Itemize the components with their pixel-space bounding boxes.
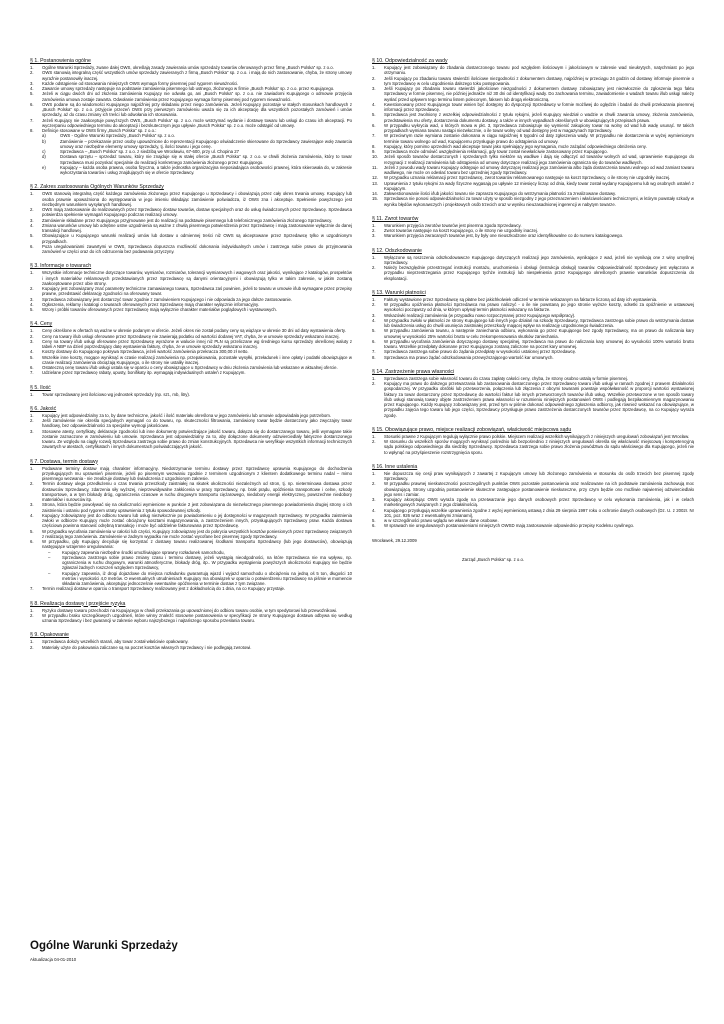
section <box>30 459 352 592</box>
clause-text: Sprzedawca dołoży wszelkich starań, aby towar został właściwie opakowany. <box>42 639 189 645</box>
clause-number: 2. <box>30 70 34 76</box>
clause-number: – <box>48 549 51 555</box>
clause-text: Sprzedawca może odmówić uwzględnienia reklamacji, gdy towar został niewłaściwie zastosowany przez Kupującego. <box>384 149 608 154</box>
section <box>372 216 694 239</box>
clause-text: Ceny określone w ofertach są ważne w okresie podanym w ofercie. Jeżeli okres nie został podany ceny są wiążące w okresie 30 dni od daty wystawienia oferty. <box>42 328 346 334</box>
clause-item <box>30 154 352 165</box>
clause-text: Zamówienie składane przez Kupującego przyjmowane jest do realizacji na podstawie pisemnego lub telefonicznego zamówienia złożonego Sprzedawcy. <box>42 217 333 223</box>
clause-number: 8. <box>30 128 34 133</box>
clause-item <box>30 613 352 624</box>
clause-text: Sprzedawca – „Busch Polska” sp. z o.o. z siedzibą we Wrocławiu, 67-600, przy ul. Chopina 27 <box>60 149 240 154</box>
clause-number: 2. <box>30 207 34 212</box>
section <box>372 464 694 529</box>
clause-item <box>30 286 352 297</box>
clause-item <box>30 466 352 482</box>
clause-text: Termin realizacji dostaw w oparciu o transport Sprzedawcy realizowany jest z dokładnością do 1 dnia, na co Kupujący przystaje. <box>42 586 286 592</box>
clause-item <box>30 118 352 129</box>
clause-item <box>372 523 694 528</box>
clause-text: Kupujący jest zobowiązany znać parametry techniczne zamawianego towaru, Sprzedawca zaś powinien, jeżeli to towaru w umowie i/lub wymagane przez przepisy prawne, przedstawić deklarację zgodności na oferowany towar. <box>42 286 352 297</box>
clause-item <box>30 102 352 118</box>
clause-text: Sprzedawca zobowiązany jest dostarczyć towar zgodnie z zamówieniem Kupującego i nie odpowiada za jego dalsze zastosowanie. <box>42 296 293 302</box>
clause-number: 2. <box>372 228 376 233</box>
clause-text: Termin dostawy ulega przedłużeniu o czas trwania przeszkody zaistniałej na skutek okoliczności niezależnych od stron, tj. np. nieterminowa dostawa przez dostawców Sprzedawcy, zdarzenia siły wyższej, nieprzewidywalne zakłócenia w pracy Sprzedawcy, np. brak prądu, opóźnienia transportowe i celne, szkody transportowe, a w tym blokady dróg, ograniczenia czasowe w ruchu drogowym transportu ciężarowego, niedobory energii elektrycznej, powszechne niedobory materiałów i surowców itp. <box>42 481 352 502</box>
clause-text: Ostateczną cenę towaru i/lub usługi ustala się w oparciu o ceny obowiązujące u Sprzedawcy w dniu złożenia zamówienia lub wskazane w aktualnej ofercie. <box>42 365 338 370</box>
clause-number: 5. <box>30 91 34 97</box>
clause-text: Ogłoszenia, reklamy i katalogi o towarach oferowanych przez Sprzedawcę mają charakter wyłącznie informacyjny. <box>42 301 260 307</box>
clause-item <box>30 339 352 350</box>
clause-text: Ryzyko dostawy towaru przechodzi na Kupującego w chwili przekazania go upoważnionej do odbioru towaru osobie, w tym spedytorowi lub przewoźnikowi. <box>42 607 338 613</box>
left-column <box>30 58 352 659</box>
clause-number: 7. <box>30 117 34 123</box>
clause-text: Nie dopuszcza się cesji praw wynikających z zawartej z Kupującym umowy lub złożonego zamówienia w stosunku do osób trzecich bez pisemnej zgody Sprzedawcy. <box>384 470 694 481</box>
clause-text: Jeżeli z powodu wady towaru Kupujący odstępuje od umowy dotyczącej realizacji jego zamówienia albo żąda dostarczenia towaru wolnego od wad zamiast towaru wadliwego, nie może on odesłać towaru bez uprzedniej zgody Sprzedawcy. <box>384 164 694 175</box>
clause-number: 4. <box>372 101 376 107</box>
section-title: § 2. Zakres zastosowania Ogólnych Warunków Sprzedaży <box>30 184 164 191</box>
clause-text: Koszty dostawy do Kupującego pokrywa Sprzedawca, jeżeli wartość zamówienia przekracza 300,00 zł netto. <box>42 349 249 355</box>
document-title: Ogólne Warunki Sprzedaży <box>30 940 178 952</box>
clause-text: Jeśli Kupujący po zbadaniu towaru stwierdzi jakościowe niezgodności z dokumentem dostawy zobowiązany jest niezwłocznie do zgłoszenia tego faktu Sprzedawcy w formie pisemnej, nie później jednakże niż 30 dni od identyfikacji wady. Do zachowania terminu, zawiadomienie o wadach towaru i/lub usługi należy wysłać przed upływem tego terminu listem poleconym, faksem lub drogą elektroniczną. <box>384 86 694 102</box>
clause-number: 4. <box>30 222 34 228</box>
clause-number: e) <box>42 164 46 170</box>
clause-number: 7. <box>372 133 376 139</box>
clause-number: 1. <box>372 470 376 476</box>
clause-number: 2. <box>372 439 376 444</box>
clause-text: W przypadku wycofania zamówienia w całości lub części, Kupujący zobowiązany jest do pokrycia wszystkich kosztów poniesionych przez Sprzedawcę związanych z realizacją tego zamówienia. Zamówienie w żadnym wypadku nie może zostać wycofane bez pisemnej zgody Sprzedawcy. <box>42 528 352 539</box>
section-title: § 5. Ilość <box>30 384 51 391</box>
clause-item <box>30 270 352 286</box>
clause-number: 3. <box>30 428 34 434</box>
clause-number: 11. <box>372 164 378 170</box>
section <box>30 263 352 312</box>
clause-number: 1. <box>30 391 34 397</box>
clause-number: 5. <box>372 518 376 523</box>
section <box>372 290 694 360</box>
clause-item <box>30 392 352 397</box>
document-update-date: Aktualizacja 04-01-2010 <box>30 957 77 962</box>
clause-item <box>30 307 352 312</box>
clause-item <box>372 508 694 519</box>
clause-item <box>30 244 352 255</box>
clause-number: 3. <box>30 338 34 344</box>
section <box>30 406 352 450</box>
clause-text: W przypadku wycofania zamówienia dotyczącego dostawy specjalnej, Sprzedawca ma prawo do naliczania kary umownej do wysokości 100% wartości brutto towaru. Wszelkie przedpłaty dokonane przez Kupującego zostaną zaliczone na poczet kary umownej. <box>384 338 694 349</box>
section <box>30 184 352 254</box>
section-title: § 9. Opakowanie <box>30 632 69 639</box>
clause-item <box>30 513 352 529</box>
clause-number: 1. <box>30 412 34 418</box>
clause-text: Strona, która będzie powoływać się na okoliczności wymienione w punkcie 2 jest zobowiązana do niezwłocznego pisemnego powiadomienia drugiej strony o ich zaistnieniu i ustaniu pod rygorem utraty uprawnienia z tytułu spowodowanej szkody. <box>42 502 352 513</box>
clause-number: 7. <box>30 370 34 376</box>
clause-item <box>372 265 694 281</box>
clause-item <box>30 70 352 81</box>
clause-number: 2. <box>30 481 34 487</box>
clause-text: Należy bezwzględnie przestrzegać instrukcji montażu, uruchomienia i obsługi (instrukcja obsługi) towarów. Odpowiedzialność Sprzedawcy jest wyłączona w przypadku nieprzestrzegania przez Kupującego tychże instrukcji lub niespełnienia przez Kupującego określonych prawnie warunków dopuszczenia do eksploatacji. <box>384 265 694 281</box>
clause-text: W przeciwnym razie wymiana zostanie dokonana w ciągu najpóźniej 6 tygodni od daty zgłoszenia wady. W przypadku nie dostarczenia w wyżej wymienionym terminie towaru wolnego od wad, Kupującemu przysługuje prawo do odstąpienia od umowy. <box>384 133 694 144</box>
clause-number: 3. <box>30 80 34 86</box>
clause-number: 5. <box>30 528 34 534</box>
clause-text: Obowiązujące u Kupującego warunki realizacji umów lub dostaw o odmiennej treści niż OWS są akceptowane przez Sprzedawcę tylko w uzgodnionym przypadkach. <box>42 233 352 244</box>
clause-item <box>372 481 694 497</box>
clause-number: 1. <box>30 639 34 645</box>
clause-number: c) <box>42 149 46 154</box>
clause-text: W przypadku uznania reklamacji przez Sprzedawcę, zwrot towarów reklamowanego następuje na koszt Sprzedawcy, o ile strony nie uzgodniły inaczej. <box>384 175 671 181</box>
clause-item <box>372 165 694 176</box>
clause-number: 1. <box>372 433 376 439</box>
clause-number: b) <box>42 138 46 144</box>
clause-number: 4. <box>372 507 376 513</box>
clause-text: Poza uregulowaniami zawartymi w OWS, Sprzedawca dopuszcza możliwość dokonania indywidualnych umów i zastrzega sobie prawo do przyjmowania zamówień w części oraz do ich odrzucenia bez podawania przyczyny. <box>42 243 352 254</box>
clause-text: Kupujący ma prawo do dalszego przetwarzania lub zastosowania dostarczonego przez Sprzedawcę towaru i/lub usługi w ramach zgodnej z prawem działalności gospodarczej. W przypadku obróbki lub przetworzenia, połączenia lub złączenia z obcymi towarami powstaje współwłasność w proporcji wartości wystawionej faktury za towar dostarczony przez Sprzedawcę do wartości faktur lub innych przetworzonych towarów i/lub usług. Wszelkie przetworzone w ten sposób towary i/lub usługi stanowią towary objęte zastrzeżeniem prawa własności w rozumieniu niniejszych postanowień OWS i podlegają bezpiłaomiennym magazynowaniu przez Kupującego. Każdy Kupujący zobowiązany jest, przed tym w piśmie dokonać odpowiedniego zgłoszenia odbiorcy, jak również wskazać na obowiązujące, w przypadku zajęcia tego towaru lub jego części, Sprzedawcy przysługuje prawo zastrzeżenia dostarczonych towarów przez Sprzedawcę, na co Kupujący wyraża zgodę. <box>384 381 694 418</box>
clause-item <box>372 112 694 123</box>
clause-number: 3. <box>30 217 34 223</box>
clause-item <box>372 233 694 238</box>
clause-text: Wyłączone są roszczenia odszkodowawcze Kupującego dotyczących realizacji jego zamówienia, wynikające z wad, jeżeli nie wynikają one z winy umyślnej Sprzedawcy. <box>384 254 694 265</box>
clause-text: W stosunku do wszelkich sporów mogących wyniknąć pośrednio lub bezpośrednio z niniejszych uregulowań określa się właściwość miejscową i kompetencyjną sądu polskiego odpowiedniego dla siedziby Sprzedawcy. Sprzedawca zastrzega sobie prawo złożenia powództwa do sądu właściwego dla Kupującego, jeżeli nie to wpłynąć na przyśpieszenie rozstrzygnięcia sporu. <box>384 439 694 455</box>
clause-number: 1. <box>30 607 34 613</box>
section-title: § 12. Odszkodowanie <box>372 247 422 254</box>
clause-item <box>372 339 694 350</box>
section <box>372 427 694 455</box>
clause-item <box>372 154 694 165</box>
clause-text: Jeśli zamówienie nie określa specjalnych wymagań co do towaru, np. skuteczności filtrowania, zamówiony towar będzie dostarczony jako zwyczajny towar handlowy, bez odpowiedzialności za specjalne wymogi jakościowe. <box>42 418 352 429</box>
clause-text: OWS - Ogólne Warunki Sprzedaży „Busch Polska” sp. z o.o. <box>60 133 175 139</box>
clause-number: 3. <box>372 86 376 91</box>
clause-item <box>372 328 694 339</box>
clause-number: 7. <box>372 349 376 355</box>
clause-number: 9. <box>372 149 376 154</box>
clause-item <box>30 502 352 513</box>
clause-number: 7. <box>30 586 34 592</box>
clause-item <box>372 381 694 418</box>
clause-text: Zawarcie umowy sprzedaży następuje na podstawie zamówienia pisemnego lub ustnego, złożonego w firmie „Busch Polska” sp. z o.o. przez Kupującego. <box>42 86 335 91</box>
clause-number: 2. <box>372 75 376 81</box>
clause-item <box>372 355 694 360</box>
clause-number: 1. <box>372 296 376 302</box>
clause-text: Materiały użyte do pakowania zaliczane są na poczet kosztów własnych Sprzedawcy i nie podlegają zwrotowi. <box>42 644 252 650</box>
clause-item <box>372 471 694 482</box>
clause-item <box>30 233 352 244</box>
section <box>30 385 352 397</box>
clause-item <box>372 318 694 329</box>
clause-number: 2. <box>372 302 376 307</box>
clause-number: 4. <box>30 86 34 91</box>
clause-item <box>30 429 352 450</box>
signature-block <box>372 538 694 563</box>
clause-text: Kupujący jest odpowiedzialny za to, by dane techniczne, jakość i ilość materiału określona w jego zamówieniu lub umowie odpowiadała jego potrzebom. <box>42 412 332 418</box>
clause-number: 5. <box>30 354 34 360</box>
clause-item <box>30 191 352 207</box>
clause-number: 2. <box>30 418 34 423</box>
clause-number: 1. <box>30 65 34 70</box>
clause-text: Sprzedawca ma prawo żądać odszkodowania przewyższającego wartość kar umownych. <box>384 354 554 360</box>
clause-text: Zamówienie – przekazanie przez osoby upoważnione do reprezentacji Kupującego oświadczenie skierowane do Sprzedawcy zawierające wolę zawarcia umowy oraz niezbędne elementy umowy sprzedaży, tj. ilości towaru i jego cenę. <box>60 138 352 149</box>
clause-number: d) <box>42 154 46 160</box>
clause-item <box>372 497 694 508</box>
clause-number: 6. <box>30 101 34 107</box>
section <box>30 321 352 375</box>
section-title: § 15. Obowiązujące prawo, miejsce realizacji zobowiązań, właściwość miejscowa sądu <box>372 426 572 433</box>
clause-item <box>30 481 352 502</box>
clause-number: 6. <box>372 523 376 529</box>
section-title: § 7. Dostawa, termin dostawy <box>30 458 99 465</box>
clause-text: Kupującego przysługują wszelkie uprawnienia zgodne z wyżej wymienioną ustawą z dnia 29 sierpnia 1997 roku o ochronie danych osobowych (Dz. U. z 2002r. Nr 101, poz. 926 wraz z ewentualnymi zmianami), <box>384 507 694 518</box>
clause-number: 5. <box>372 328 376 334</box>
section-title: § 14. Zastrzeżenie prawa własności <box>372 368 455 375</box>
clause-text: Jeżeli Kupujący nie zaakceptuje powyższych OWS, „Busch Polska” sp. z o.o. może wstrzymać wydanie i dostawę towaru lub usługi do czasu ich akceptacji. Po wyczerpaniu odpowiedniego terminu do akceptacji i bezskutecznym jego upływie „Busch Polska” sp. z o.o. może odstąpić od umowy. <box>42 117 352 128</box>
clause-number: 1. <box>372 222 376 228</box>
clause-text: Sprzedawca zastrzega sobie prawo do żądania przedpłaty w wysokości ustalonej przez Sprzedawcę. <box>384 349 577 355</box>
clause-number: 3. <box>30 502 34 508</box>
clause-item <box>372 196 694 207</box>
clause-item <box>30 645 352 650</box>
clause-number: 2. <box>372 481 376 487</box>
clause-item <box>372 255 694 266</box>
clause-item <box>372 102 694 113</box>
clause-number: 6. <box>30 539 34 544</box>
section-title: § 11. Zwrot towarów <box>372 215 419 222</box>
section-title: § 4. Ceny <box>30 321 53 328</box>
clause-item <box>372 65 694 76</box>
clause-text: Kupujący zapewnia niezbędne środki umożliwiające sprawny rozładunek samochodu, <box>62 549 225 555</box>
clause-text: Warunkiem przyjęcia zwrotów towarów jest pisemna zgoda Sprzedawcy. <box>384 222 522 228</box>
section-title: § 10. Odpowiedzialność za wady <box>372 58 448 64</box>
clause-number: 8. <box>372 143 376 149</box>
clause-number: a) <box>42 133 46 139</box>
clause-text: Kupujący zobowiązany jest do odbioru towaru lub usług niezwłocznie po powiadomieniu o jej dostępności w magazynach Sprzedawcy. W przypadku zaistnienia zwłoki w odbiorze Kupujący może zostać obciążony kosztami magazynowania, a zastrzeżeniem innych, przysługujących Sprzedawcy praw. Każda dostawa częściowa powinna stanowić odrębną transakcję i może być oddzielnie fakturowana przez Sprzedawcę. <box>42 512 352 529</box>
section <box>372 248 694 281</box>
clause-text: Udzielane przez Sprzedawcę rabaty, upusty, bonifikaty itp. wymagają indywidualnych ustaleń z Kupującym. <box>42 370 246 376</box>
clause-number: 1. <box>30 270 34 276</box>
signature-board: Zarząd „Busch Polska” sp. z o.o. <box>462 556 525 562</box>
clause-text: Warunkiem przyjęcia zwracanych towarów jest, by były one nieuszkodzone oraz identyfikowalne co do numeru katalogowego. <box>384 233 624 239</box>
section <box>372 369 694 418</box>
clause-number: 10. <box>372 154 378 160</box>
clause-text: W przypadku braku szczegółowych uzgodnień, które winny znaleźć stosowne postanowienia w specyfikacji ze strony Kupującego dostawa odbywa się według uznania Sprzedawcy i bez gwarancji w zakresie wyboru najszybszego i najtańszego sposobu przesłania towaru. <box>42 612 352 623</box>
clause-number: 1. <box>372 375 376 381</box>
clause-text: Sprzedawca zastrzega sobie własność towaru do czasu zapłaty całości ceny, chyba, że strony osobno ustalą w formie pisemnej. <box>384 375 629 381</box>
clause-text: Kupujący, który pomimo uprzednich wad akceptuje towar jako spełniający jego wymagania, może zażądać odpowiedniego obniżenia ceny. <box>384 143 647 149</box>
clause-text: Podawane terminy dostaw mają charakter informacyjny. Niedotrzymanie terminu dostawy przez Sprzedawcę uprawnia Kupującego do dochodzenia przysługujących mu uprawnień pisemnie, jeżeli po pisemnym wezwaniu zgodnie z terminem uzgodnionym z klientem dodatkowego terminu nadal – mimo pisemnego wezwania - nie zrealizuje dostawy lub świadczenia z uzgodnionym zakresie. <box>42 465 352 481</box>
clause-item <box>30 207 352 218</box>
section-title: § 16. Inne ustalenia <box>372 463 418 470</box>
clause-number: 6. <box>372 338 376 344</box>
clause-text: W przypadku wykrycia wad, o których mowa w pkt. 3, Sprzedawca zobowiązuje się wymienić zakupiony towar na wolny od wad lub wadę usunąć. W takich przypadkach wymiana towaru nastąpi niezwłocznie, o ile towar wolny od wad dostępny jest w magazynach Sprzedawcy. <box>384 122 694 133</box>
clause-text: Jeżeli sposób towarów dostarczonych i sprzedanych tylko niektóre są wadliwe i dają się odłączyć od towarów wolnych od wad, uprawnienie Kupującego do rezygnacji z realizacji zamówienia lub odstąpienia od umowy dotyczące realizacji jego zamówienia ogranicza się do towarów wadliwych. <box>384 154 694 165</box>
clause-item <box>30 91 352 102</box>
clause-text: Wszystkie informacje techniczne dotyczące towarów, wymiarów, rozmiarów, tolerancji wymiarowych i wagowych oraz jakości, wynikające z katalogów, prospektów i innych materiałów reklamowych przedstawianych przez Sprzedawcę są danymi orientacyjnymi i obowiązują tylko w takim zakresie, w jakim zostaną zaakceptowane przez obie strony. <box>42 270 352 286</box>
clause-number: 1. <box>372 65 376 70</box>
clause-item <box>30 370 352 375</box>
clause-text: Sprzedawca jest zwolniony z wszelkiej odpowiedzialności z tytułu rękojmi, jeżeli Kupujący wiedział o wadzie w chwili zawarcia umowy, złożenia zamówienia, przedstawienia mu oferty, dostarczenia dokumentu dostawy, a także w innych wypadkach określonych w obowiązujących przepisach prawa. <box>384 112 694 123</box>
clause-text: Definicje stosowane w OWS firmy „Busch Polska” sp. z o.o.: <box>42 128 157 133</box>
clause-number: 14. <box>372 191 378 196</box>
clause-item <box>30 571 352 587</box>
clause-item <box>372 181 694 192</box>
clause-text: Wszelkie inne koszty, mogące wyniknąć w czasie realizacji zamówienia np. przepakowania, pozostałe wysyłki, przeładunek i inne opłaty i podatki obowiązujące w czasie realizacji zamówienia obciążają Kupującego, o ile strony nie ustaliły inaczej. <box>42 354 352 365</box>
clause-item <box>372 123 694 134</box>
section-title: § 13. Warunki płatności <box>372 289 426 296</box>
clause-number: – <box>48 554 51 560</box>
clause-item <box>372 133 694 144</box>
clause-text: Ceny na towary i/lub usługi oferowane przez Sprzedawcę wyrażone w walucie innej niż PLN są przeliczane wg średniego kursu sprzedaży określonej waluty z tabeli A NBP na dzień poprzedzający datę wystawienia faktury, chyba, że w umowie sprzedaży wskazano inaczej. <box>42 338 352 349</box>
clause-text: Kwestionowany przez Kupującego towar winien być dostępny do dyspozycji Sprzedawcy w formie możliwej do oględzin i badań do chwili przekazania pisemnej informacji przez Sprzedawcę. <box>384 101 694 112</box>
clause-item <box>372 86 694 102</box>
clause-text: OWS podane są do wiadomości Kupującego najpóźniej przy składaniu przez niego zamówienia. Jeżeli Kupujący pozostaje w stałych stosunkach handlowych z „Busch Polska” sp. z o.o. przyjęcie przezeń OWS przy pierwszym zamówieniu uważa się za ich akceptację dla wszystkich pozostałych zamówień i umów sprzedaży, aż do czasu zmiany ich treści lub odwołania ich stosowania. <box>42 101 352 118</box>
section <box>372 58 694 207</box>
clause-number: 1. <box>372 254 376 260</box>
clause-text: Kupujący jest zobowiązany do zbadania dostarczonego towaru pod względem ilościowym i jakościowym w zakresie wad nieukrytych, natychmiast po jego otrzymaniu. <box>384 65 694 76</box>
clause-number: 3. <box>372 233 376 239</box>
clause-number: 6. <box>372 122 376 128</box>
clause-number: 2. <box>30 612 34 618</box>
clause-item <box>30 539 352 550</box>
clause-text: Zwrot towarów następuje na koszt Kupującego, o ile strony nie uzgodniły inaczej. <box>384 228 539 233</box>
clause-number: 8. <box>372 354 376 360</box>
clause-text: Faktury wystawione przez Sprzedawcę są płatne bez jakichkolwiek odliczeń w terminie wskazanym na fakturze liczoną od daty ich wystawienia. <box>384 296 658 302</box>
clause-number: 1. <box>30 465 34 471</box>
clause-text: Zakwestionowanie ilości i/lub jakości towaru nie zaprasza Kupującego do wstrzymania płatności za zrealizowane dostawy. <box>384 191 617 196</box>
clause-number: 1. <box>30 328 34 334</box>
clause-number: 2. <box>372 265 376 270</box>
right-sections <box>372 58 694 529</box>
clause-number: 15. <box>372 196 378 202</box>
clause-text: W sprawach nie uregulowanych postanowieniami niniejszych OWSD mają zastosowanie odpowiednio przepisy Kodeksu cywilnego. <box>384 523 635 529</box>
section <box>30 632 352 650</box>
section-title: § 6. Jakość <box>30 405 57 412</box>
clause-text: OWS stanowią integralną część każdego zamówienia złożonego przez Kupującego u Sprzedawcy i obowiązują przez cały okres trwania umowy. Kupujący lub osoba prawnie upoważniona do występowania w jego imieniu składając zamówienie poświadcza, iż OWS zna i akceptuje. Spełnienie powyższego jest niezbędnym warunkiem wysyłanych handlowej. <box>42 191 352 207</box>
clause-text: W przypadku zwłoki w płatności ze strony Kupującego lub innych jego działań na szkodę Sprzedawcy, Sprzedawca zastrzega sobie prawo do wstrzymania dostaw lub świadczenia usług do chwili usunięcia zaistniałej przeszkody mającej wpływ na realizację uzgodnionego świadczenia. <box>384 317 694 328</box>
clause-number: 12. <box>372 175 378 181</box>
clause-number: 4. <box>30 349 34 355</box>
clause-text: Jeśli Kupujący po zbadaniu towaru stwierdzi ilościowe niezgodności z dokumentem dostawy, najpóźniej w przeciągu 24 godzin od dostawy informuje pisemnie o tym Sprzedawcę w celu uzgodnienia dalszego toku postępowania. <box>384 75 694 86</box>
clause-text: Sprzedawca nie ponosi odpowiedzialności za towar użyty w sposób niezgodny z jego przeznaczeniem i właściwościami technicznymi, w którym powstały szkody w wyniku błędów wykonawczych i projektowych osób trzecich oraz w wyniku nieuzasadnionej ingerencji w nabytym towarze. <box>384 196 694 207</box>
clause-number: 3. <box>30 296 34 302</box>
clause-text: Jeżeli w ciągu dwóch dni od złożenia zamówienia Kupujący nie odwoła go, ani „Busch Polska” sp. z o.o. nie zawiadomi Kupującego o odmowie przyjęcia zamówienia umowa zostaje zawarta. Odwołanie zamówienia przez Kupującego wymaga formy pisemnej pod rygorem nieważności. <box>42 91 352 102</box>
clause-number: – <box>48 570 51 576</box>
clause-item <box>30 555 352 571</box>
clause-item <box>372 302 694 313</box>
clause-text: OWS mają zastosowanie do realizowanych przez Sprzedawcę dostaw towarów, dostaw specjalnych oraz do usług świadczonych przez Sprzedawcę. Sprzedawca potwierdza spełnienie wymagań Kupującego podczas realizacji umowy. <box>42 207 352 218</box>
clause-number: 4. <box>30 512 34 518</box>
clause-item <box>372 439 694 455</box>
clause-number: 13. <box>372 180 378 186</box>
clause-text: W przypadku, gdy Kupujący decyduje się korzystać z dostawy towaru realizowanej środkami transportu Sprzedawcy (lub jego dostawców), obowiązują następujące wzajemne uregulowania: <box>42 539 352 550</box>
clause-text: Każde odstąpienie od stosowania niniejszych OWS wymaga formy pisemnej pod rygorem nieważności. <box>42 80 239 86</box>
clause-item <box>30 139 352 150</box>
signature-place-date: Wrocławek, 29.12.2009 <box>372 537 417 543</box>
clause-text: Kupujący zapewnia, iż drogi dojazdowe do miejsca rozładunku gwarantują wjazd i wyjazd samochodu o obciążeniu na jedną oś 5 ton, długości 10 metrów i wysokości 4,0 metrów. O ewentualnych utrudnieniach Kupujący ma obowiązek w oparciu o potwierdzeniu Sprzedawcę na piśmie w momencie składania zamówienia, akceptując jednocześnie ewentualne opóźnienia w terminie dostaw z tym związane. <box>62 570 352 586</box>
clause-text: W przypadku prawnej nieskuteczności poszczególnych punktów OWS pozostałe postanowienia oraz realizowane na ich podstawie zamówienia zachowują moc obowiązującą. Strony uzgodnią postanowienie skuteczne zastępujące postanowienie nieskuteczne, przy czym będzie ono możliwie najwierniej odzwierciedlało jego sens i zamiar. <box>384 481 694 497</box>
clause-text: Dostawa sprzętu – sprzedaż towaru, który nie znajduje się w stałej ofercie „Busch Polska” sp. z o.o. w chwili złożenia zamówienia, który to towar Sprzedawca musi pozyskać specjalnie do realizacji konkretnego zamówienia złożonego przez Kupującego. <box>60 154 352 165</box>
clause-text: Uprawnienia z tytułu rękojmi za wady fizyczne wygasają po upływie 12 miesięcy licząc od dnia, kiedy towar został wydany Kupującemu lub wg osobnych ustaleń z Kupującym. <box>384 180 694 191</box>
clause-text: Sprzedawca zastrzega sobie prawo zmiany czasu i terminu dostawy, jeżeli wystąpią nieodgodności, na które Sprzedawca nie ma wpływu, np. ograniczenia w ruchu drogowym, warunki atmosferyczne, blokady dróg, itp.. W przypadku wystąpienia powyższych okoliczności Kupujący nie będzie zgłaszał żadnych roszczeń względem Sprzedawcy, <box>62 554 352 571</box>
clause-text: Ogólne Warunki Sprzedaży, zwane dalej OWS, określają zasady zawierania umów sprzedaży towarów oferowanych przez firmę „Busch Polska” sp. z o.o. <box>42 65 334 70</box>
clause-number: 2. <box>30 333 34 339</box>
clause-number: 1. <box>30 191 34 197</box>
clause-item <box>30 586 352 591</box>
clause-item <box>30 529 352 540</box>
section <box>30 601 352 624</box>
clause-text: Ceny na towary i/lub usługi oferowane przez Sprzedawcę nie zawierają podatku od wartości dodanej VAT, chyba, że w umowie sprzedaży wskazano inaczej. <box>42 333 340 339</box>
clause-number: 2. <box>372 381 376 386</box>
clause-number: 2. <box>30 644 34 650</box>
clause-text: Stosunki prawne z Kupującym regulują wyłącznie prawo polskie. Miejscem realizacji wszelkich wynikających z niniejszych uregulowań zobowiązań jest Wrocław. <box>384 433 690 439</box>
clause-number: 5. <box>372 112 376 118</box>
clause-text: Kupujący – każda osoba prawna, osoba fizyczna, a także jednostka organizacyjna nieposiadająca osobowości prawnej, która skierowała do, w zakresie wykorzystania towarów i usług znajdujących się w ofercie Sprzedawcy. <box>60 164 352 175</box>
clause-item <box>30 165 352 176</box>
clause-item <box>30 223 352 234</box>
clause-number: 4. <box>30 301 34 307</box>
clause-number: 5. <box>30 307 34 312</box>
clause-item <box>30 355 352 366</box>
clause-item <box>372 76 694 87</box>
clause-item <box>30 418 352 429</box>
clause-text: Wskazówki realizacji zamówienia (w przypadku nowo rozpoczynanej przez Kupującego współpracy). <box>384 312 576 318</box>
clause-text: W przypadku opóźnienia płatności Sprzedawca ma prawo naliczyć - o ile nie powstaną po jego stronie wyższe koszty, odsetki za opóźnienie w ustawowej wysokości począwszy od dnia, w którym upłynął termin płatności wskazany na fakturze. <box>384 302 694 313</box>
clause-number: 4. <box>372 317 376 323</box>
section-title: § 8. Realizacja dostawy i przejście ryzyka <box>30 600 126 607</box>
clause-number: 6. <box>30 243 34 249</box>
clause-text: Kupujący akceptując OWS wyraża zgodę na przetwarzanie jego danych osobowych przez Sprzedawcę w celu wykonania zamówienia, jak i w celach marketingowych związanych z jego działalnością. <box>384 497 694 508</box>
clause-text: Zmiana warunków umowy lub odrębne ustne uzgodnienia są ważne z chwilą pisemnego potwierdzenia przez Sprzedawcę i mają zastosowanie wyłącznie do danej transakcji handlowej. <box>42 222 352 233</box>
clause-text: w w szczególności prawo wglądu we własne dane osobowe. <box>384 518 499 523</box>
clause-text: Stosowne atesty, certyfikaty, deklaracje zgodności lub inne dokumenty potwierdzające jakość towaru, dołącza się do dostarczanego towaru, jeśli wymagane takie zostanie zaznaczone w zamówieniu lub umowie. Sprzedawca jest odpowiedzialny za to, aby dołączone dokumenty odzwierciedlały faktyczne dostarczonego towaru. Ze względu na ciągły rozwój Sprzedawca zastrzega sobie prawo do zmian konstrukcyjnych. Sprzedawca nie weryfikuje wszystkich informacji technicznych zawartych w atestach, certyfikatach i innych dokumentach poświadczających jakość. <box>42 428 352 450</box>
clause-text: OWS stanowią integralną część wszystkich umów sprzedaży zawieranych z firmą „Busch Polska” sp. z o.o. i mają do nich zastosowanie, chyba, że strony umowy wyraźnie postanowiły inaczej. <box>42 70 352 81</box>
clause-number: 2. <box>30 286 34 291</box>
section-title: § 3. Informacje o towarach <box>30 263 92 270</box>
right-column <box>372 58 694 562</box>
clause-number: 6. <box>30 365 34 370</box>
section-title: § 1. Postanowienia ogólne <box>30 58 91 64</box>
clause-number: 3. <box>372 312 376 318</box>
clause-number: 5. <box>30 233 34 239</box>
clause-text: W przypadku zamówienia towaru, a następnie zaniechania odbioru, wykonania go przez Kupującego bez zgody Sprzedawcy, ma on prawo do naliczania kary umownej w wysokości 25% wartości brutto w celu zrekompensowania skutków zaniechania. <box>384 328 694 339</box>
clause-number: 3. <box>372 497 376 502</box>
clause-text: Wzory i próbki towarów oferowanych przez Sprzedawcę mają wyłącznie charakter materiałów poglądowych i wystawowych. <box>42 307 277 312</box>
section <box>30 58 352 175</box>
clause-text: Towar sprzedawany jest ilościowo wg jednostek sprzedaży (np. szt., mb, litry). <box>42 391 191 397</box>
